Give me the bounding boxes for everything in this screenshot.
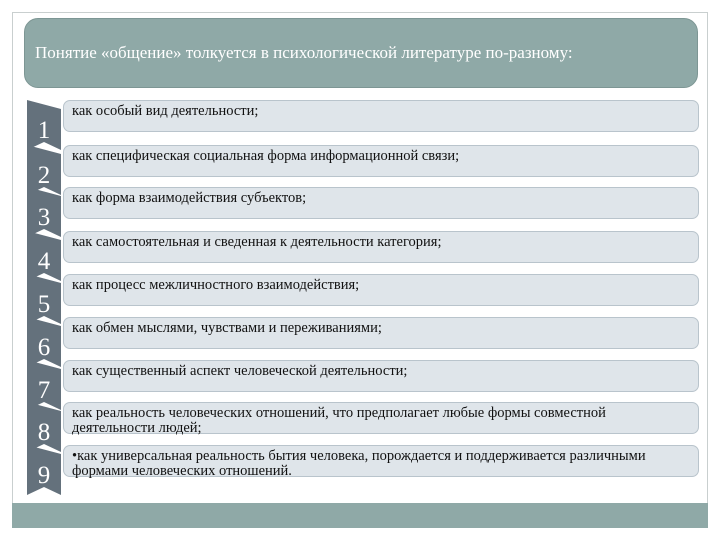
item-number: 7 xyxy=(37,377,51,404)
item-text: как самостоятельная и сведенная к деятельности категория; xyxy=(63,231,699,263)
slide-title xyxy=(24,18,698,88)
slide-title-text: Понятие «общение» толкуется в психологической литературе по-разному: xyxy=(35,43,573,62)
item-text: как обмен мыслями, чувствами и переживаниями; xyxy=(63,317,699,349)
item-text: как специфическая социальная форма информационной связи; xyxy=(63,145,699,177)
item-text: как процесс межличностного взаимодействия; xyxy=(63,274,699,306)
list-item xyxy=(27,145,699,189)
list-item xyxy=(27,360,699,404)
list-item xyxy=(27,187,699,231)
item-number: 1 xyxy=(37,117,51,144)
list-item xyxy=(27,231,699,275)
item-text: как существенный аспект человеческой деятельности; xyxy=(63,360,699,392)
list-item xyxy=(27,402,699,446)
item-number: 8 xyxy=(37,419,51,446)
item-text: как форма взаимодействия субъектов; xyxy=(63,187,699,219)
list-item xyxy=(27,445,699,489)
item-number: 2 xyxy=(37,162,51,189)
footer-bar xyxy=(12,503,708,528)
item-number: 3 xyxy=(37,204,51,231)
list-item xyxy=(27,100,699,144)
item-text: как особый вид деятельности; xyxy=(63,100,699,132)
list-item xyxy=(27,317,699,361)
item-text: •как универсальная реальность бытия человека, порождается и поддерживается различными формами человеческих отношений. xyxy=(63,445,699,477)
item-number: 6 xyxy=(37,334,51,361)
item-number: 5 xyxy=(37,291,51,318)
item-number: 4 xyxy=(37,248,51,275)
list-item xyxy=(27,274,699,318)
item-number: 9 xyxy=(37,462,51,489)
item-text: как реальность человеческих отношений, что предполагает любые формы совместной деятельности людей; xyxy=(63,402,699,434)
